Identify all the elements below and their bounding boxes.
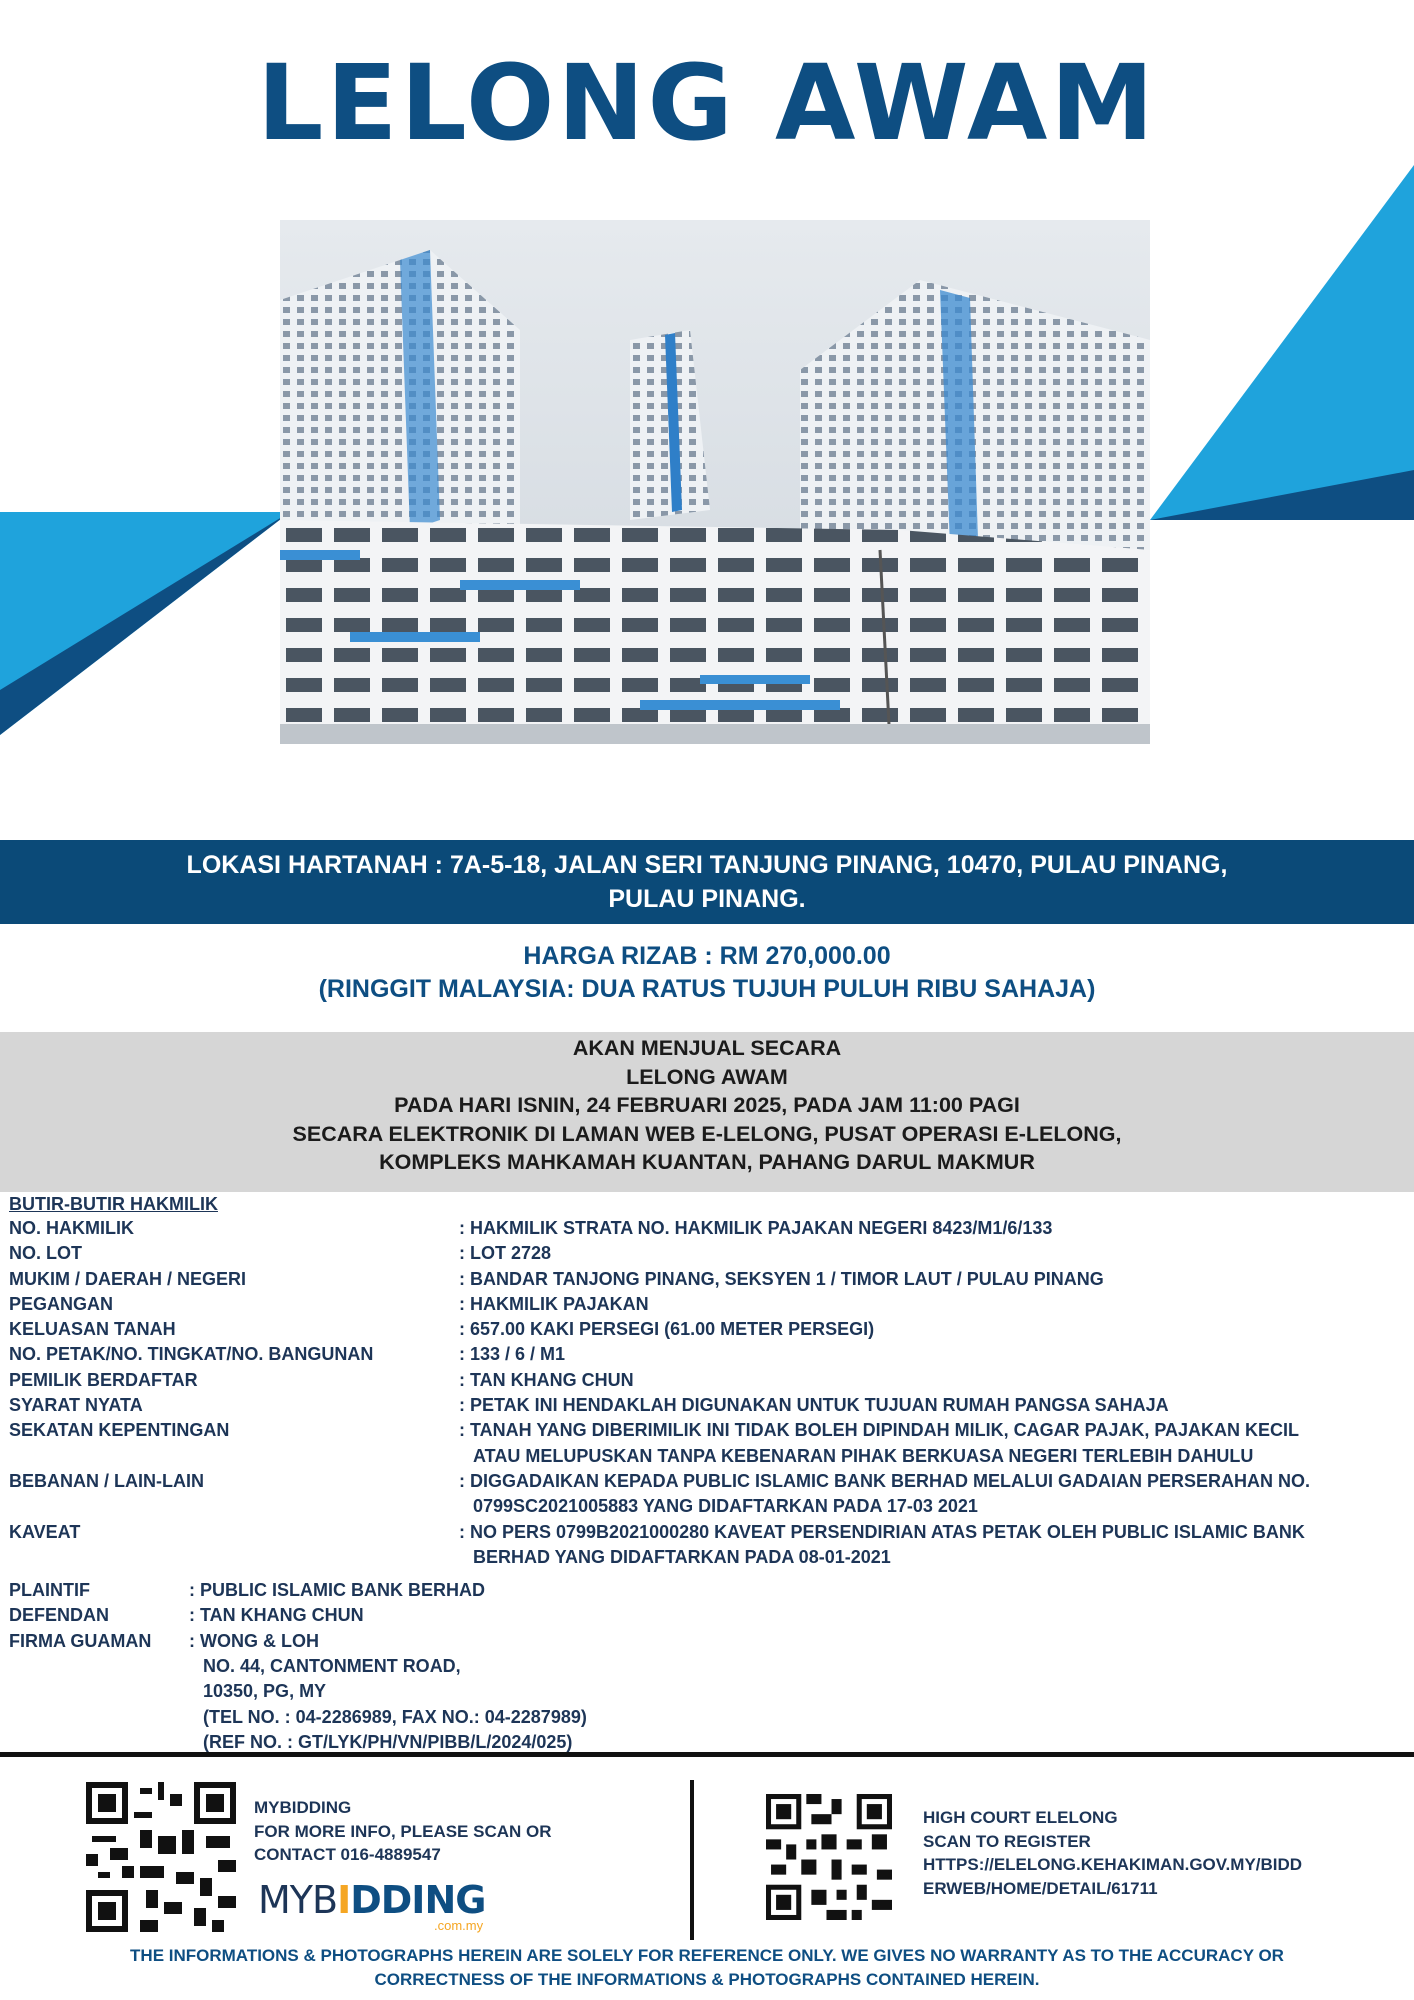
footer-divider [0, 1752, 1414, 1757]
property-photo [280, 220, 1150, 744]
detail-row: KELUASAN TANAH : 657.00 KAKI PERSEGI (61.00 METER PERSEGI) [9, 1319, 875, 1340]
reserve-price [0, 940, 1414, 1006]
location-banner [0, 840, 1414, 924]
footer-vertical-divider [690, 1780, 694, 1940]
detail-row: MUKIM / DAERAH / NEGERI : BANDAR TANJONG PINANG, SEKSYEN 1 / TIMOR LAUT / PULAU PINANG [9, 1268, 1104, 1289]
detail-row: PEMILIK BERDAFTAR : TAN KHANG CHUN [9, 1369, 634, 1390]
footer-right-line: HIGH COURT ELELONG [923, 1808, 1118, 1827]
auction-info-band [0, 1032, 1414, 1192]
detail-row: PEGANGAN : HAKMILIK PAJAKAN [9, 1293, 649, 1314]
elelong-register-info [923, 1806, 1302, 1900]
right-blue-triangle [1150, 165, 1414, 520]
firm-address-line: (REF NO. : GT/LYK/PH/VN/PIBB/L/2024/025) [203, 1731, 573, 1752]
location-line-2: PULAU PINANG. [608, 885, 806, 913]
detail-row: BEBANAN / LAIN-LAIN : DIGGADAIKAN KEPADA PUBLIC ISLAMIC BANK BERHAD MELALUI GADAIAN PERSERAHAN NO. 0799SC2021005883 YANG DIDAFTARKAN PADA 17-03 2021 [9, 1470, 1311, 1517]
detail-row: KAVEAT : NO PERS 0799B2021000280 KAVEAT PERSENDIRIAN ATAS PETAK OLEH PUBLIC ISLAMIC BANK BERHAD YANG DIDAFTARKAN PADA 08-01-2021 [9, 1521, 1305, 1567]
detail-row: SEKATAN KEPENTINGAN : TANAH YANG DIBERIMILIK INI TIDAK BOLEH DIPINDAH MILIK, CAGAR PAJAK, PAJAKAN KECIL ATAU MELUPUSKAN TANPA KEBENARAN PIHAK BERKUASA NEGERI TERLEBIH DAHULU [9, 1420, 1300, 1466]
elelong-qr-code[interactable] [766, 1794, 892, 1920]
disclaimer [0, 1944, 1414, 1992]
detail-row: NO. PETAK/NO. TINGKAT/NO. BANGUNAN : 133 / 6 / M1 [9, 1344, 566, 1365]
logo-text-suffix: DDING [350, 1878, 486, 1922]
auction-line: AKAN MENJUAL SECARA [572, 1036, 842, 1060]
elelong-url[interactable]: HTTPS://ELELONG.KEHAKIMAN.GOV.MY/BIDD [923, 1855, 1303, 1874]
disclaimer-line-1: THE INFORMATIONS & PHOTOGRAPHS HEREIN ARE SOLELY FOR REFERENCE ONLY. WE GIVES NO WARRANTY AS TO THE ACCURACY OR [130, 1946, 1284, 1965]
detail-row: NO. LOT : LOT 2728 [9, 1243, 552, 1264]
footer-right-line: SCAN TO REGISTER [923, 1831, 1091, 1851]
auction-line: PADA HARI ISNIN, 24 FEBRUARI 2025, PADA JAM 11:00 PAGI [394, 1093, 1020, 1117]
title-details [9, 1192, 1409, 1755]
disclaimer-line-2: CORRECTNESS OF THE INFORMATIONS & PHOTOGRAPHS CONTAINED HEREIN. [374, 1970, 1040, 1989]
price-line-2: (RINGGIT MALAYSIA: DUA RATUS TUJUH PULUH RIBU SAHAJA) [318, 975, 1096, 1003]
mybidding-contact [254, 1796, 552, 1867]
elelong-url-cont[interactable]: ERWEB/HOME/DETAIL/61711 [923, 1878, 1158, 1898]
defendant-row: DEFENDAN : TAN KHANG CHUN [9, 1605, 364, 1626]
law-firm-row: FIRMA GUAMAN : WONG & LOH [9, 1630, 319, 1651]
auction-line: KOMPLEKS MAHKAMAH KUANTAN, PAHANG DARUL MAKMUR [379, 1150, 1035, 1174]
auction-line: SECARA ELEKTRONIK DI LAMAN WEB E-LELONG, PUSAT OPERASI E-LELONG, [292, 1121, 1122, 1146]
location-line-1: LOKASI HARTANAH : 7A-5-18, JALAN SERI TANJUNG PINANG, 10470, PULAU PINANG, [186, 851, 1228, 879]
plaintiff-row: PLAINTIF : PUBLIC ISLAMIC BANK BERHAD [9, 1580, 485, 1601]
auction-line: LELONG AWAM [626, 1064, 788, 1089]
parties [9, 1578, 1409, 1755]
price-line-1: HARGA RIZAB : RM 270,000.00 [523, 942, 891, 970]
detail-row: SYARAT NYATA : PETAK INI HENDAKLAH DIGUNAKAN UNTUK TUJUAN RUMAH PANGSA SAHAJA [9, 1395, 1169, 1416]
page-title: LELONG AWAM [257, 42, 1157, 164]
details-section-title: BUTIR-BUTIR HAKMILIK [9, 1194, 218, 1214]
footer-left-line: MYBIDDING [254, 1798, 352, 1817]
logo-text-i: I [337, 1878, 351, 1922]
logo-text-prefix: MYB [258, 1878, 338, 1922]
footer-left-line: FOR MORE INFO, PLEASE SCAN OR [254, 1821, 552, 1841]
mybidding-qr-code[interactable] [86, 1782, 236, 1932]
mybidding-logo [258, 1880, 485, 1920]
detail-row: NO. HAKMILIK : HAKMILIK STRATA NO. HAKMILIK PAJAKAN NEGERI 8423/M1/6/133 [9, 1218, 1053, 1238]
footer-left-line: CONTACT 016-4889547 [254, 1845, 441, 1864]
firm-address-line: (TEL NO. : 04-2286989, FAX NO.: 04-2287989) [203, 1706, 587, 1727]
logo-domain: .com.my [434, 1918, 484, 1933]
firm-address-line: 10350, PG, MY [203, 1681, 327, 1702]
firm-address-line: NO. 44, CANTONMENT ROAD, [203, 1656, 461, 1677]
